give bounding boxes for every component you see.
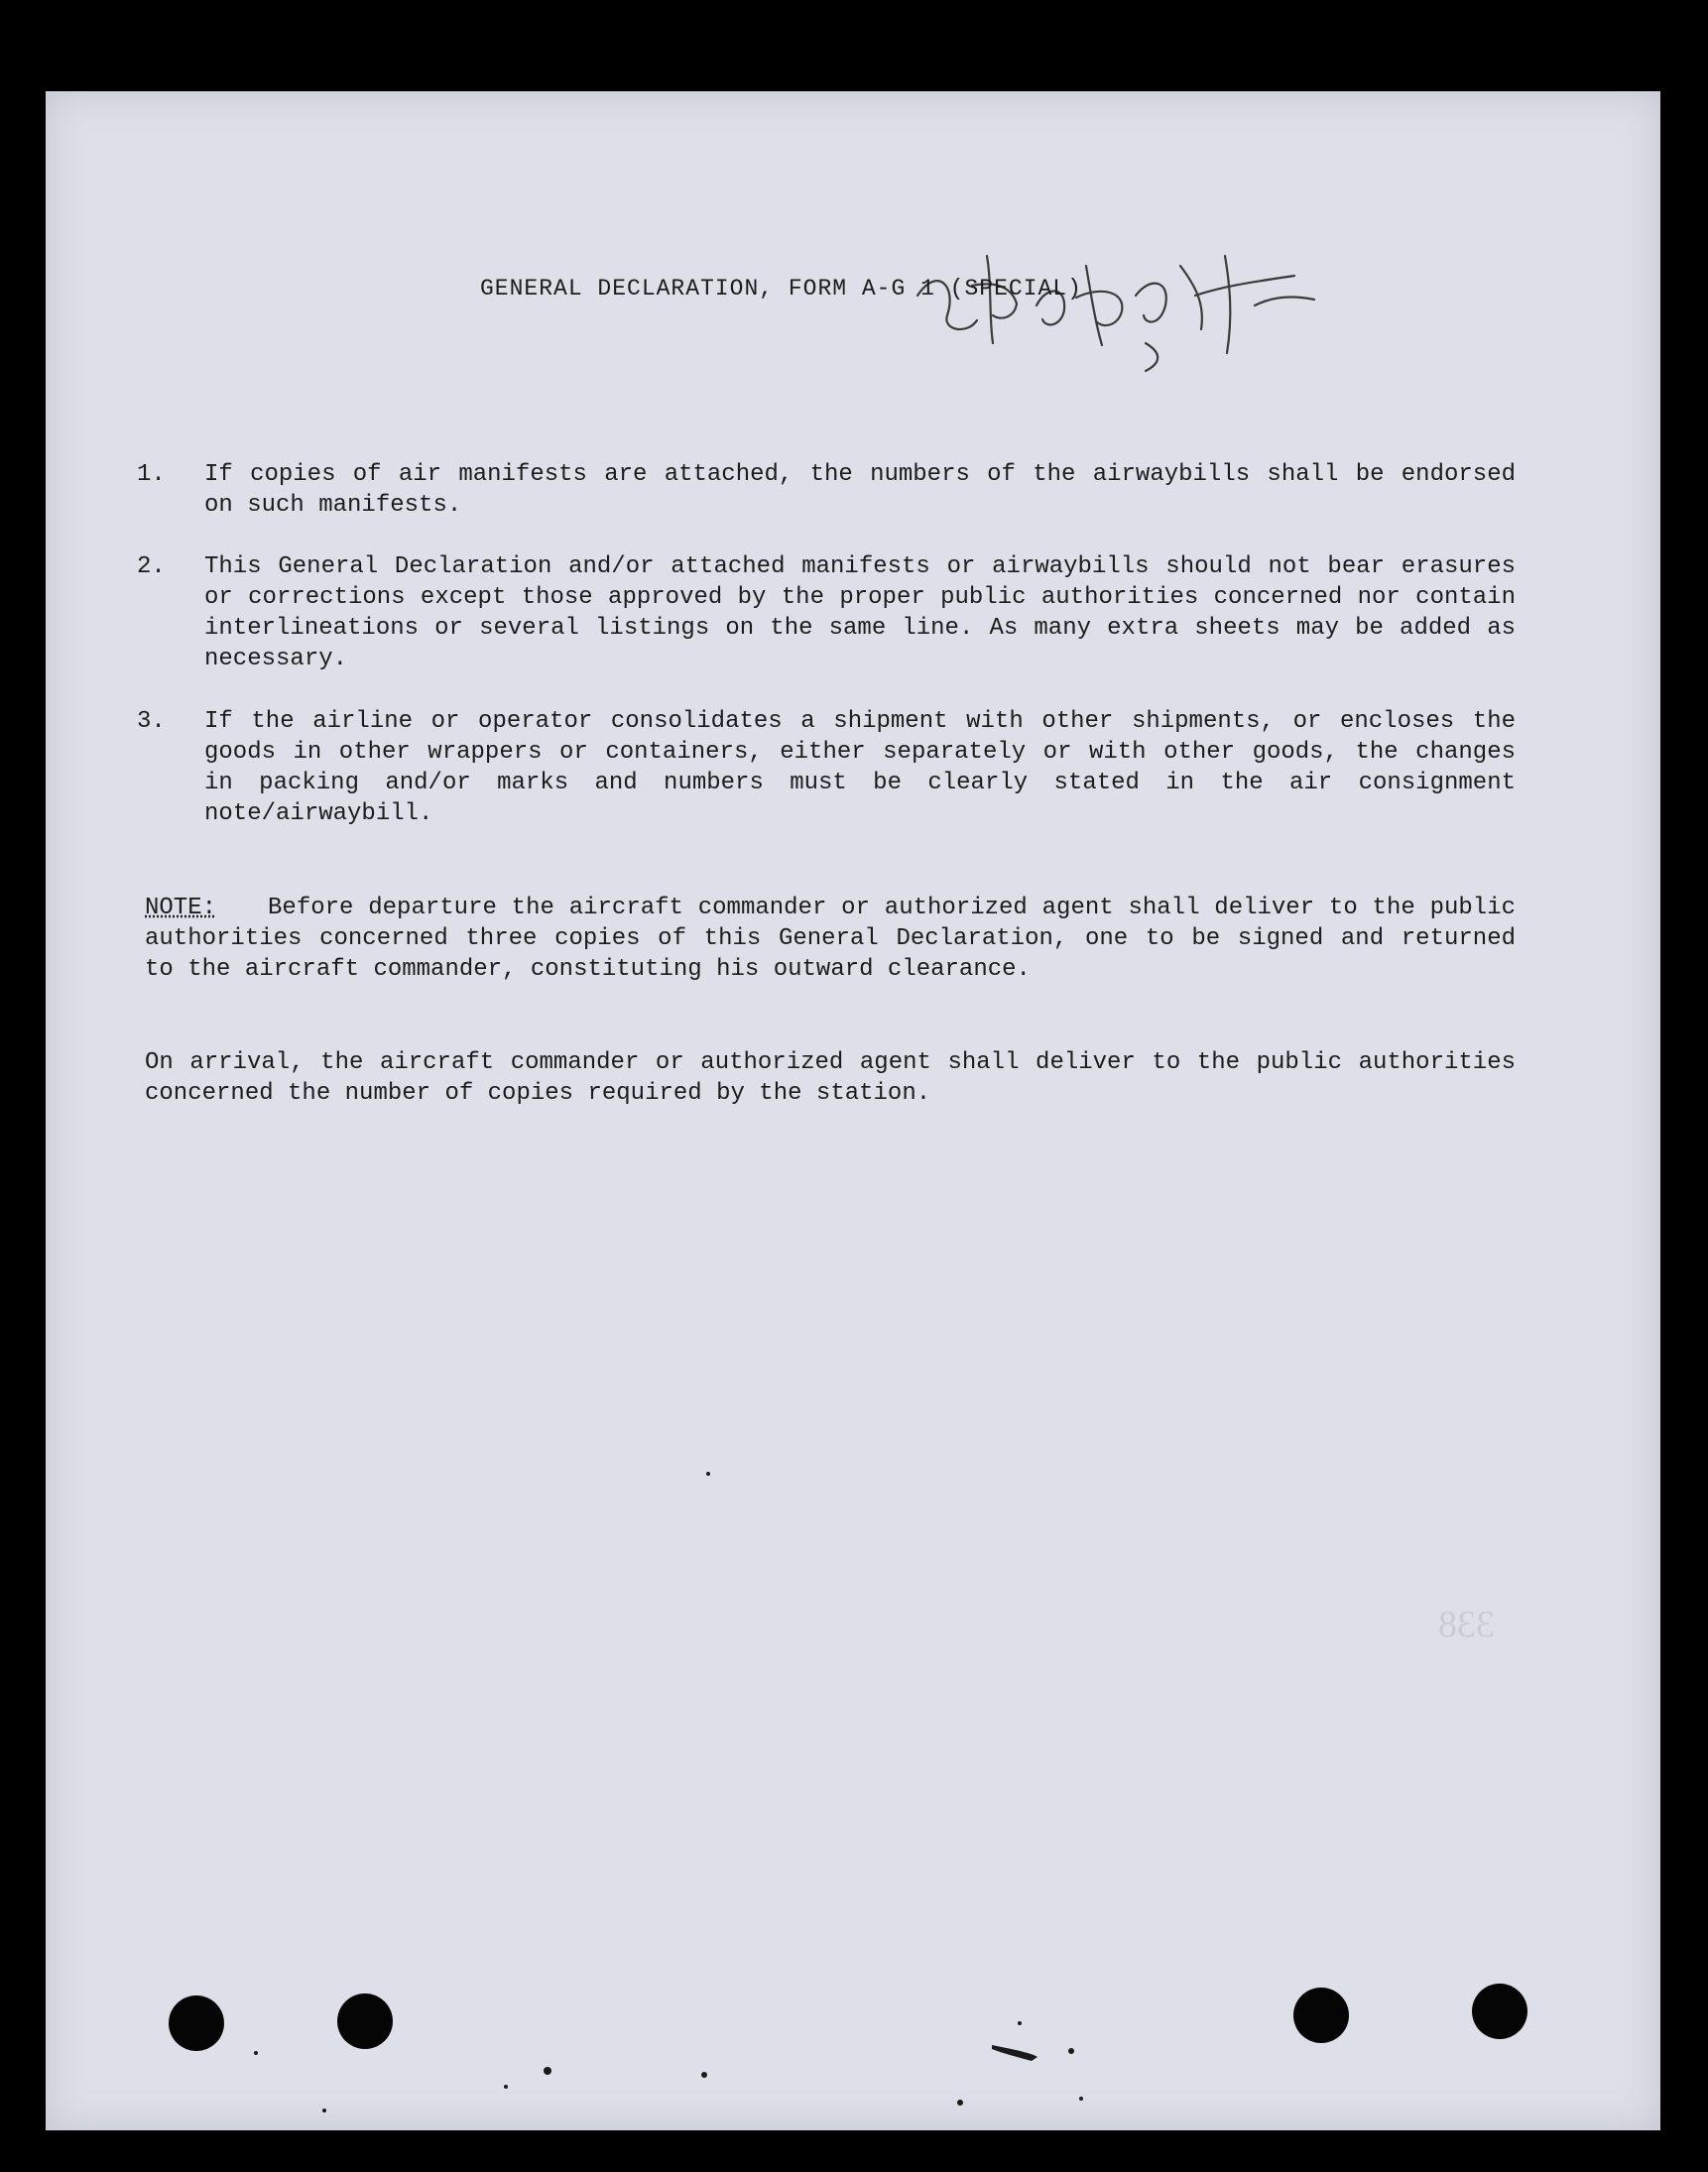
note-label: NOTE: bbox=[145, 895, 217, 921]
arrival-paragraph: On arrival, the aircraft commander or authorized agent shall deliver to the public authorities concerned the number of copies required by the station. bbox=[145, 1049, 1516, 1107]
punch-hole-icon bbox=[337, 1993, 393, 2049]
punch-hole-icon bbox=[1472, 1984, 1527, 2039]
item-text: This General Declaration and/or attached manifests or airwaybills should not bear erasures or corrections except those approved by the proper public authorities concerned nor contain interlineations or several listings on the same line. As many extra sheets may be added as necessary. bbox=[204, 553, 1516, 672]
item-text: If the airline or operator consolidates a shipment with other shipments, or encloses the goods in other wrappers or containers, either separately or with other goods, the changes in packing and/or marks and numbers must be clearly stated in the air consignment note/airwaybill. bbox=[204, 708, 1516, 827]
punch-hole-icon bbox=[169, 1995, 224, 2051]
item-text: If copies of air manifests are attached, the numbers of the airwaybills shall be endorsed on such manifests. bbox=[204, 461, 1516, 519]
note-text: Before departure the aircraft commander or authorized agent shall deliver to the public authorities concerned three copies of this General Declaration, one to be signed and returned to the aircraft commander, constituting his outward clearance. bbox=[145, 895, 1516, 983]
paper-sheet bbox=[46, 91, 1660, 2130]
item-number: 2. bbox=[137, 553, 166, 580]
item-number: 1. bbox=[137, 461, 166, 488]
punch-hole-icon bbox=[1293, 1988, 1349, 2043]
note-paragraph bbox=[145, 893, 1516, 985]
bleed-through-page-number: 338 bbox=[1438, 1604, 1495, 1645]
item-number: 3. bbox=[137, 708, 166, 735]
form-title: GENERAL DECLARATION, FORM A-G 1 (SPECIAL) bbox=[480, 276, 1082, 302]
